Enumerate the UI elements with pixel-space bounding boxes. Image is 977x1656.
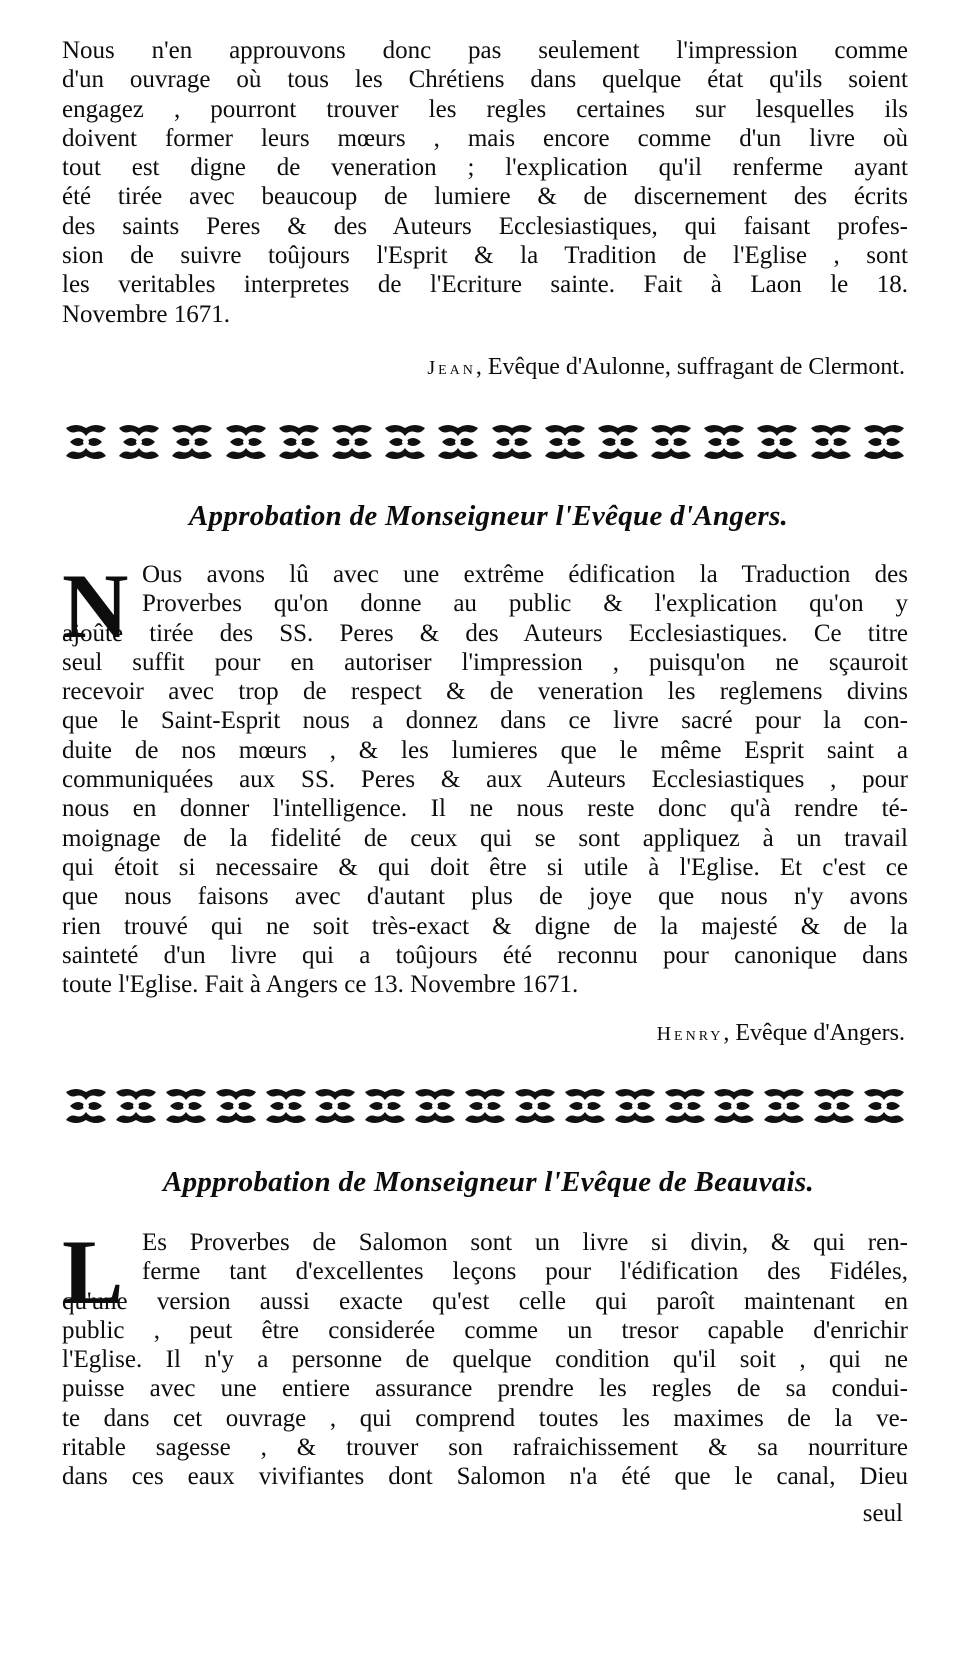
text-line: dans ces eaux vivifiantes dont Salomon n'a été que le canal, Dieu (62, 1463, 908, 1491)
signature-henry-name: Henry (656, 1023, 724, 1045)
text-line: puisse avec une entiere assurance prendre les regles de sa condui- (62, 1375, 908, 1403)
fleuron-icon (311, 1086, 359, 1126)
text-line: Es Proverbes de Salomon sont un livre si divin, & qui ren- (142, 1229, 908, 1256)
dropcap-l: L (62, 1221, 124, 1323)
text-line: des saints Peres & des Auteurs Ecclesiastiques, qui faisant profes- (62, 212, 908, 240)
text-line: nous en donner l'intelligence. Il ne nous reste donc qu'à rendre té- (62, 795, 908, 823)
signature-henry-title: , Evêque d'Angers. (723, 1020, 905, 1046)
fleuron-icon (810, 1086, 858, 1126)
fleuron-icon (461, 1086, 509, 1126)
text-line: qu'une version aussi exacte qu'est celle qui paroît maintenant en (62, 1287, 908, 1315)
fleuron-icon (860, 422, 908, 462)
fleuron-icon (168, 422, 216, 462)
text-line: toute l'Eglise. Fait à Angers ce 13. Novembre 1671. (62, 971, 579, 999)
signature-jean (427, 354, 905, 381)
text-line: moignage de la fidelité de ceux qui se sont appliquez à un travail (62, 824, 908, 852)
text-line: public , peut être considerée comme un tresor capable d'enrichir (62, 1316, 908, 1344)
fleuron-icon (710, 1086, 758, 1126)
fleuron-icon (361, 1086, 409, 1126)
text-line: Ous avons lû avec une extrême édification la Traduction des (142, 561, 908, 588)
fleuron-icon (62, 1086, 110, 1126)
text-line: communiquées aux SS. Peres & aux Auteurs Ecclesiastiques , pour (62, 766, 908, 794)
dropcap-n: N (62, 555, 129, 657)
fleuron-icon (212, 1086, 260, 1126)
text-line: d'un ouvrage où tous les Chrétiens dans quelque état qu'ils soient (62, 66, 908, 94)
text-line: sion de suivre toûjours l'Esprit & la Tradition de l'Eglise , sont (62, 242, 908, 270)
text-line: ritable sagesse , & trouver son rafraichissement & sa nourriture (62, 1434, 908, 1462)
text-line: que le Saint-Esprit nous a donnez dans ce livre sacré pour la con- (62, 707, 908, 735)
fleuron-icon (807, 422, 855, 462)
text-line: seul suffit pour en autoriser l'impression , puisqu'on ne sçauroit (62, 648, 908, 676)
text-line: recevoir avec trop de respect & de veneration les reglemens divins (62, 678, 908, 706)
text-line: Nous n'en approuvons donc pas seulement l'impression comme (62, 37, 908, 64)
fleuron-icon (381, 422, 429, 462)
approbation-beauvais-text (62, 1221, 908, 1492)
text-line: tout est digne de veneration ; l'explication qu'il renferme ayant (62, 154, 908, 182)
signature-jean-title: , Evêque d'Aulonne, suffragant de Clermont. (475, 354, 905, 380)
fleuron-icon (411, 1086, 459, 1126)
fleuron-icon (275, 422, 323, 462)
signature-henry (657, 1020, 905, 1047)
fleuron-icon (647, 422, 695, 462)
catchword: seul (862, 1500, 903, 1527)
fleuron-icon (611, 1086, 659, 1126)
fleuron-icon (594, 422, 642, 462)
signature-jean-name: Jean (427, 357, 476, 379)
section-title-angers: Approbation de Monseigneur l'Evêque d'Angers. (188, 500, 789, 532)
text-line: engagez , pourront trouver les regles certaines sur lesquelles ils (62, 95, 908, 123)
fleuron-icon (262, 1086, 310, 1126)
fleuron-icon (115, 422, 163, 462)
fleuron-icon (753, 422, 801, 462)
text-line: sainteté d'un livre qui a toûjours été reconnu pour canonique dans (62, 941, 908, 969)
ornament-band-1 (62, 420, 908, 464)
fleuron-icon (700, 422, 748, 462)
ornament-band-2 (62, 1084, 908, 1128)
fleuron-icon (860, 1086, 908, 1126)
text-line: l'Eglise. Il n'y a personne de quelque condition qu'il soit , qui ne (62, 1346, 908, 1374)
fleuron-icon (162, 1086, 210, 1126)
fleuron-icon (62, 422, 110, 462)
text-line: les veritables interpretes de l'Ecriture sainte. Fait à Laon le 18. (62, 271, 908, 299)
text-line: ajoûte tirée des SS. Peres & des Auteurs Ecclesiastiques. Ce titre (62, 619, 908, 647)
fleuron-icon (112, 1086, 160, 1126)
text-line: Proverbes qu'on donne au public & l'explication qu'on y (142, 590, 908, 618)
text-line: rien trouvé qui ne soit très-exact & digne de la majesté & de la (62, 912, 908, 940)
text-line: te dans cet ouvrage , qui comprend toutes les maximes de la ve- (62, 1404, 908, 1432)
text-line: que nous faisons avec d'autant plus de joye que nous n'y avons (62, 883, 908, 911)
text-line: doivent former leurs mœurs , mais encore comme d'un livre où (62, 124, 908, 152)
fleuron-icon (222, 422, 270, 462)
approbation-angers-text (62, 555, 908, 999)
text-line: ferme tant d'excellentes leçons pour l'édification des Fidéles, (142, 1258, 908, 1286)
fleuron-icon (511, 1086, 559, 1126)
section-title-beauvais: Appprobation de Monseigneur l'Evêque de Beauvais. (162, 1166, 815, 1198)
text-line: duite de nos mœurs , & les lumieres que le même Esprit saint a (62, 736, 908, 764)
fleuron-icon (760, 1086, 808, 1126)
fleuron-icon (434, 422, 482, 462)
fleuron-icon (561, 1086, 609, 1126)
text-line: Novembre 1671. (62, 300, 231, 328)
text-line: qui étoit si necessaire & qui doit être si utile à l'Eglise. Et c'est ce (62, 853, 908, 881)
fleuron-icon (488, 422, 536, 462)
fleuron-icon (661, 1086, 709, 1126)
fleuron-icon (328, 422, 376, 462)
text-line: été tirée avec beaucoup de lumiere & de discernement des écrits (62, 183, 908, 211)
approbation-laon-text (62, 36, 908, 329)
fleuron-icon (541, 422, 589, 462)
